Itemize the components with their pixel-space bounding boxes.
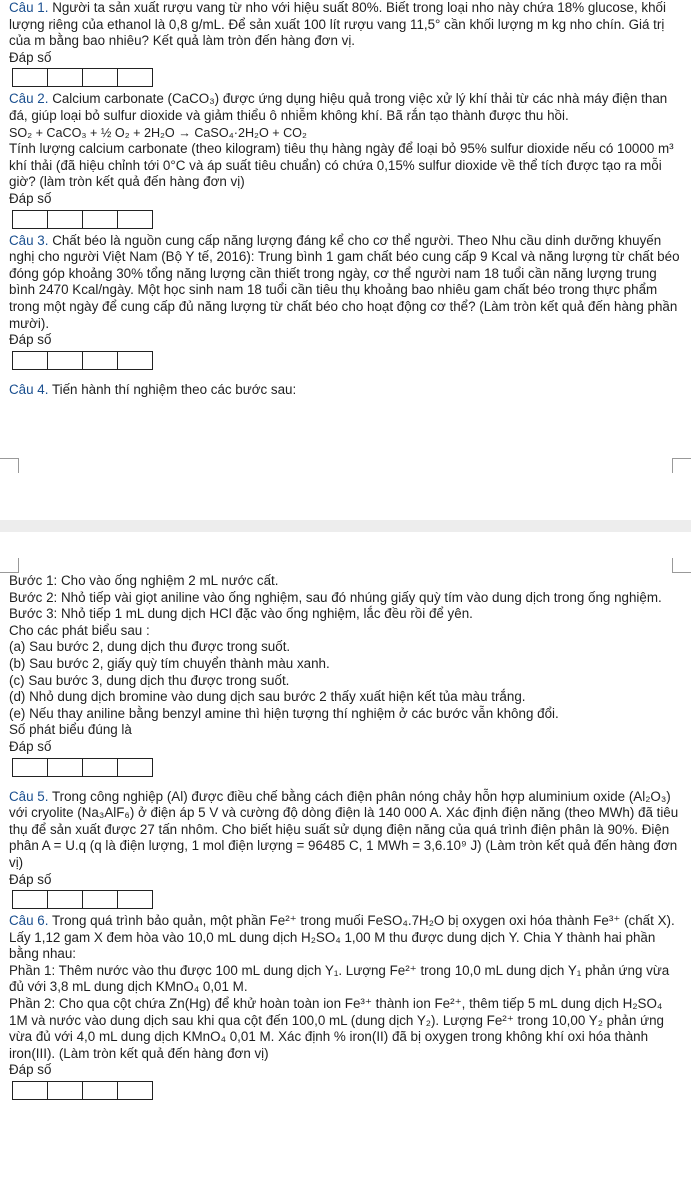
question-number: Câu 3.: [9, 232, 49, 248]
page-upper: [0, 0, 691, 458]
answer-box[interactable]: [47, 351, 83, 370]
question-text: Tiến hành thí nghiệm theo các bước sau:: [51, 381, 297, 397]
answer-box[interactable]: [47, 1081, 83, 1100]
question-1: [0, 0, 691, 87]
statement-c: (c) Sau bước 3, dung dịch thu được trong suốt.: [9, 672, 290, 688]
question-4-intro: [0, 382, 691, 399]
crop-mark: [0, 458, 19, 473]
step-3: Bước 3: Nhỏ tiếp 1 mL dung dịch HCl đặc vào ống nghiệm, lắc đều rồi để yên.: [9, 606, 473, 622]
question-text: Trong công nghiệp (Al) được điều chế bằng cách điện phân nóng chảy hỗn hợp aluminium oxide (Al₂O₃) với cryolite (Na₃AlF₆) ở điện áp 5 V và cường độ dòng điện là 140 000 A. Xác định điện năng (theo MWh) đã tiêu thụ để sản xuất được 27 tấn nhôm. Cho biết hiệu suất sử dụng điện năng của quá trình điện phân là 90%. Điện phân A = U.q (q là điện lượng, 1 mol điện lượng = 96485 C, 1 MWh = 3,6.10⁹ J) (Làm tròn kết quả đến hàng đơn vị): [9, 788, 679, 870]
page-gap: [0, 520, 691, 532]
statement-b: (b) Sau bước 2, giấy quỳ tím chuyển thành màu xanh.: [9, 655, 330, 671]
answer-box[interactable]: [12, 1081, 48, 1100]
page-lower: [0, 540, 691, 1201]
answer-label: Đáp số: [9, 49, 52, 65]
question-4-body: [0, 540, 691, 777]
answer-label: Đáp số: [9, 871, 52, 887]
step-1: Bước 1: Cho vào ống nghiệm 2 mL nước cất.: [9, 573, 279, 588]
question-number: Câu 6.: [9, 913, 49, 929]
question-text: Calcium carbonate (CaCO₃) được ứng dụng hiệu quả trong việc xử lý khí thải từ các nhà máy điện than đá, giúp loại bỏ sulfur dioxide và giảm thiểu ô nhiễm không khí. Bã rắn tạo thành được thu hồi.: [9, 91, 668, 123]
answer-boxes[interactable]: [12, 351, 681, 370]
answer-box[interactable]: [117, 68, 153, 87]
question-5: [0, 789, 691, 910]
answer-box[interactable]: [47, 890, 83, 909]
step-2: Bước 2: Nhỏ tiếp vài giọt aniline vào ống nghiệm, sau đó nhúng giấy quỳ tím vào dung dịch trong ống nghiệm.: [9, 589, 662, 605]
answer-boxes[interactable]: [12, 210, 681, 229]
answer-box[interactable]: [82, 758, 118, 777]
question-number: Câu 1.: [9, 0, 49, 15]
question-text: Số phát biểu đúng là: [9, 722, 132, 738]
answer-box[interactable]: [47, 210, 83, 229]
question-number: Câu 5.: [9, 788, 49, 804]
chemical-equation: SO₂ + CaCO₃ + ½ O₂ + 2H₂O → CaSO₄·2H₂O + CO₂: [9, 125, 307, 140]
answer-box[interactable]: [12, 890, 48, 909]
answer-box[interactable]: [117, 758, 153, 777]
question-text: Chất béo là nguồn cung cấp năng lượng đáng kể cho cơ thể người. Theo Nhu cầu dinh dưỡng khuyến nghị cho người Việt Nam (Bộ Y tế, 2016): Trung bình 1 gam chất béo cung cấp 9 Kcal và năng lượng từ chất béo đóng góp khoảng 30% tổng năng lượng cần thiết trong ngày, cơ thể người nam 18 tuổi cần năng lượng trung bình 2470 Kcal/ngày. Một học sinh nam 18 tuổi cần tiêu thụ khoảng bao nhiêu gam chất béo trong thực phẩm trong một ngày để cung cấp đủ năng lượng từ chất béo cho hoạt động cơ thể? (Làm tròn kết quả đến hàng phần mười).: [9, 232, 680, 331]
answer-box[interactable]: [47, 68, 83, 87]
answer-box[interactable]: [82, 890, 118, 909]
question-text: Trong quá trình bảo quản, một phần Fe²⁺ trong muối FeSO₄.7H₂O bị oxygen oxi hóa thành Fe³⁺ (chất X). Lấy 1,12 gam X đem hòa vào 10,0 mL dung dịch H₂SO₄ 1,00 M thu được dung dịch Y. Chia Y thành hai phần bằng nhau:: [9, 913, 675, 962]
answer-label: Đáp số: [9, 190, 52, 206]
answer-boxes[interactable]: [12, 68, 681, 87]
statement-a: (a) Sau bước 2, dung dịch thu được trong suốt.: [9, 639, 291, 655]
question-6: [0, 913, 691, 1100]
question-3: [0, 233, 691, 370]
answer-boxes[interactable]: [12, 890, 681, 909]
answer-box[interactable]: [117, 210, 153, 229]
answer-box[interactable]: [12, 351, 48, 370]
answer-box[interactable]: [82, 210, 118, 229]
answer-box[interactable]: [12, 68, 48, 87]
answer-box[interactable]: [82, 351, 118, 370]
crop-mark: [672, 458, 691, 473]
statement-e: (e) Nếu thay aniline bằng benzyl amine thì hiện tượng thí nghiệm ở các bước vẫn không đổi.: [9, 705, 559, 721]
statement-d: (d) Nhỏ dung dịch bromine vào dung dịch sau bước 2 thấy xuất hiện kết tủa màu trắng.: [9, 689, 526, 705]
answer-box[interactable]: [12, 210, 48, 229]
answer-boxes[interactable]: [12, 1081, 681, 1100]
question-2: [0, 91, 691, 228]
answer-box[interactable]: [117, 890, 153, 909]
answer-label: Đáp số: [9, 1062, 52, 1078]
answer-box[interactable]: [82, 68, 118, 87]
answer-box[interactable]: [12, 758, 48, 777]
question-number: Câu 4.: [9, 381, 49, 397]
question-text: Tính lượng calcium carbonate (theo kilogram) tiêu thụ hàng ngày để loại bỏ 95% sulfur dioxide nếu có 10000 m³ khí thải (đã hiệu chỉnh tới 0°C và áp suất tiêu chuẩn) có chứa 0,15% sulfur dioxide về thể tích được tạo ra mỗi giờ? (làm tròn kết quả đến hàng đơn vị): [9, 141, 674, 190]
answer-box[interactable]: [117, 1081, 153, 1100]
statements-lead: Cho các phát biểu sau :: [9, 622, 150, 638]
answer-box[interactable]: [117, 351, 153, 370]
answer-box[interactable]: [82, 1081, 118, 1100]
question-number: Câu 2.: [9, 91, 49, 107]
answer-label: Đáp số: [9, 332, 52, 348]
answer-box[interactable]: [47, 758, 83, 777]
answer-boxes[interactable]: [12, 758, 681, 777]
question-text: Người ta sản xuất rượu vang từ nho với hiệu suất 80%. Biết trong loại nho này chứa 18% glucose, khối lượng riêng của ethanol là 0,8 g/mL. Để sản xuất 100 lít rượu vang 11,5° cần khối lượng m kg nho chín. Giá trị của m bằng bao nhiêu? Kết quả làm tròn đến hàng đơn vị.: [9, 0, 666, 49]
part-1: Phần 1: Thêm nước vào thu được 100 mL dung dịch Y₁. Lượng Fe²⁺ trong 10,0 mL dung dịch Y₁ phản ứng vừa đủ với 3,8 mL dung dịch KMnO₄ 0,01 M.: [9, 962, 670, 995]
page-break: [0, 458, 691, 540]
part-2: Phần 2: Cho qua cột chứa Zn(Hg) để khử hoàn toàn ion Fe³⁺ thành ion Fe²⁺, thêm tiếp 5 mL dung dịch H₂SO₄ 1M và nước vào dung dịch sau khi qua cột đến 100,0 mL (dung dịch Y₂). Lượng Fe²⁺ trong 10,00 Y₂ phản ứng vừa đủ với 4,0 mL dung dịch KMnO₄ 0,01 M. Xác định % iron(II) đã bị oxygen trong không khí oxi hóa thành iron(III). (Làm tròn kết quả đến hàng đơn vị): [9, 996, 664, 1061]
answer-label: Đáp số: [9, 738, 52, 754]
